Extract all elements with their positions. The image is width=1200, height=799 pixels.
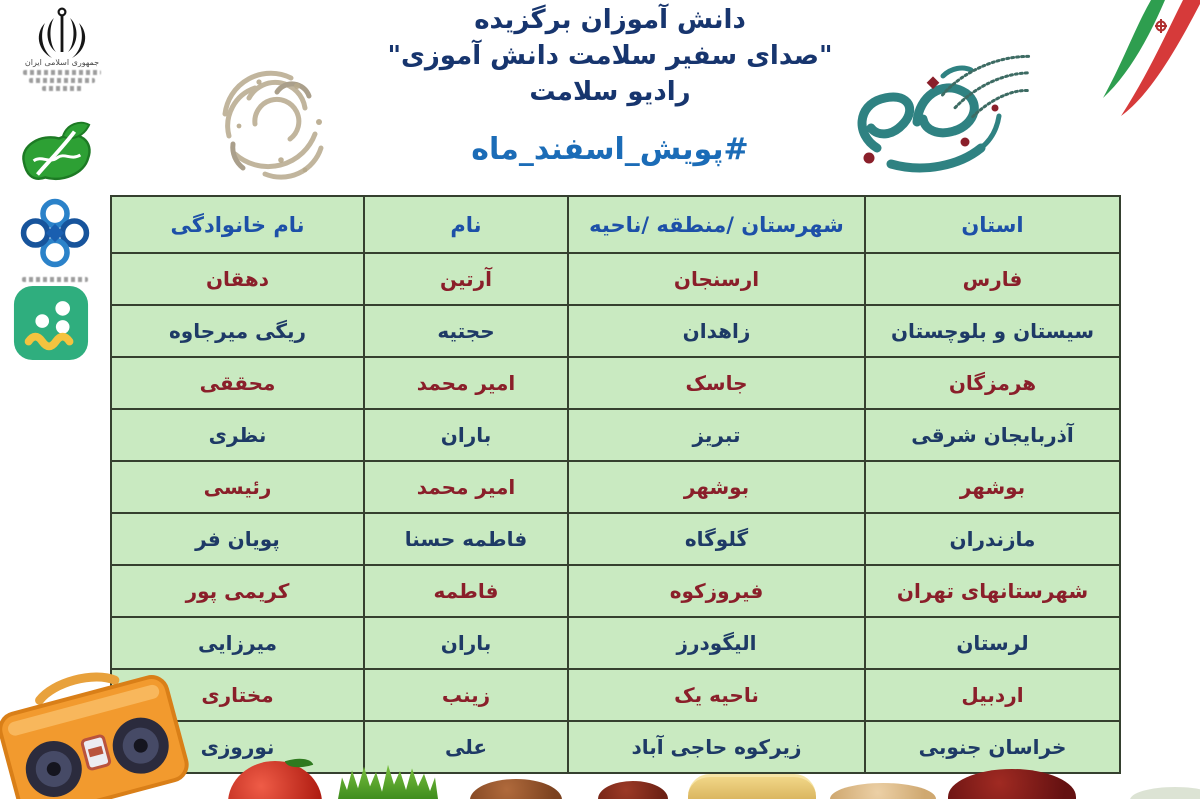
dish-photo-3 <box>830 783 936 799</box>
cell-first_name: زینب <box>364 669 568 721</box>
cell-last_name: میرزایی <box>111 617 364 669</box>
selected-students-table <box>110 195 1121 774</box>
table-row <box>111 513 1120 565</box>
shad-app-icon <box>12 284 90 366</box>
cell-county: گلوگاه <box>568 513 865 565</box>
cell-province: فارس <box>865 253 1120 305</box>
cell-province: خراسان جنوبی <box>865 721 1120 773</box>
emblem-caption-blur-1 <box>23 70 101 75</box>
health-council-logo-icon <box>18 196 92 282</box>
cell-county: زیرکوه حاجی آباد <box>568 721 865 773</box>
cell-first_name: فاطمه حسنا <box>364 513 568 565</box>
table-row <box>111 461 1120 513</box>
page-title <box>320 2 900 110</box>
cell-county: ناحیه یک <box>568 669 865 721</box>
table-body <box>111 253 1120 773</box>
cell-first_name: علی <box>364 721 568 773</box>
title-line-1: دانش آموزان برگزیده <box>474 5 746 35</box>
campaign-hashtag: #پویش_اسفند_ماه <box>471 132 749 167</box>
cell-first_name: باران <box>364 409 568 461</box>
cell-province: شهرستانهای تهران <box>865 565 1120 617</box>
cell-last_name: نظری <box>111 409 364 461</box>
calligraphy-circle-decoration <box>193 52 345 204</box>
table-row <box>111 409 1120 461</box>
cell-county: الیگودرز <box>568 617 865 669</box>
table-row <box>111 617 1120 669</box>
cell-first_name: امیر محمد <box>364 461 568 513</box>
column-header-first_name: نام <box>364 196 568 253</box>
cell-last_name: نوروزی <box>111 721 364 773</box>
cell-county: تبریز <box>568 409 865 461</box>
dish-photo-2 <box>598 781 668 799</box>
cell-province: سیستان و بلوچستان <box>865 305 1120 357</box>
cell-first_name: حجتیه <box>364 305 568 357</box>
emblem-caption-blur-2 <box>29 78 95 83</box>
cell-last_name: مختاری <box>111 669 364 721</box>
iran-emblem-icon <box>32 4 92 64</box>
table-row <box>111 669 1120 721</box>
column-header-county: شهرستان /منطقه /ناحیه <box>568 196 865 253</box>
column-header-last_name: نام خانوادگی <box>111 196 364 253</box>
title-line-2: "صدای سفیر سلامت دانش آموزی" <box>387 41 833 71</box>
cell-first_name: آرتین <box>364 253 568 305</box>
gold-bowl-photo <box>688 774 816 799</box>
cell-last_name: پویان فر <box>111 513 364 565</box>
cell-province: مازندران <box>865 513 1120 565</box>
dish-photo-1 <box>470 779 562 799</box>
cell-province: بوشهر <box>865 461 1120 513</box>
cell-last_name: کریمی پور <box>111 565 364 617</box>
cell-county: فیروزکوه <box>568 565 865 617</box>
emblem-caption-text: جمهوری اسلامی ایران <box>24 58 100 67</box>
cell-first_name: امیر محمد <box>364 357 568 409</box>
table-row <box>111 357 1120 409</box>
cell-first_name: باران <box>364 617 568 669</box>
cell-last_name: دهقان <box>111 253 364 305</box>
cell-last_name: ریگی میرجاوه <box>111 305 364 357</box>
emblem-caption <box>8 58 116 91</box>
title-line-3: رادیو سلامت <box>529 77 691 107</box>
corner-photo-fragment <box>1130 787 1200 799</box>
cell-county: جاسک <box>568 357 865 409</box>
cell-province: لرستان <box>865 617 1120 669</box>
health-council-caption-blur <box>22 277 88 282</box>
table-row <box>111 253 1120 305</box>
iran-flag-ribbon-icon <box>1093 0 1200 144</box>
cell-province: آذربایجان شرقی <box>865 409 1120 461</box>
cell-first_name: فاطمه <box>364 565 568 617</box>
cell-last_name: محققی <box>111 357 364 409</box>
cell-county: ارسنجان <box>568 253 865 305</box>
radio-salamat-logo-icon <box>12 118 100 198</box>
cell-province: اردبیل <box>865 669 1120 721</box>
cell-last_name: رئیسی <box>111 461 364 513</box>
table-row <box>111 305 1120 357</box>
cell-county: زاهدان <box>568 305 865 357</box>
cell-province: هرمزگان <box>865 357 1120 409</box>
table-row <box>111 565 1120 617</box>
column-header-province: استان <box>865 196 1120 253</box>
cell-county: بوشهر <box>568 461 865 513</box>
radio-boombox-illustration <box>0 650 200 799</box>
table-header-row <box>111 196 1120 253</box>
emblem-caption-blur-3 <box>42 86 82 91</box>
